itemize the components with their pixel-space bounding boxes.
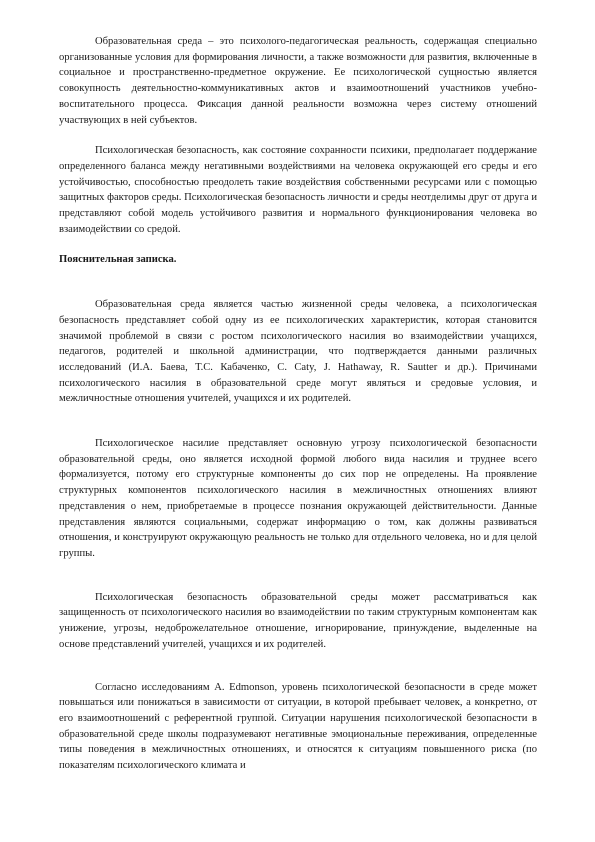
paragraph-body-2: Психологическое насилие представляет основную угрозу психологической безопасности образовательной среды, оно является исходной формой любого вида насилия и труднее всего формализуется, потому его структурные компоненты до сих пор не определены. На проявление структурных компонентов психологического насилия в межличностных отношениях влияют представления о нем, приобретаемые в процессе познания окружающей действительности. Данные представления являются социальными, содержат информацию о том, как должны развиваться отношения, и конструируют окружающую реальность не только для отдельного человека, но и для целой группы. (59, 438, 537, 559)
paragraph-educational-environment: Образовательная среда – это психолого-педагогическая реальность, содержащая специально организованные условия для формирования личности, а также возможности для развития, включенные в социальное и пространственно-предметное окружение. Ее психологической сущностью является совокупность деятельностно-коммуникативных актов и взаимоотношений участников учебно-воспитательного процесса. Фиксация данной реальности возможна через систему отношений участвующих в ней субъектов. (59, 36, 537, 126)
paragraph-body-1: Образовательная среда является частью жизненной среды человека, а психологическая безопасность представляет собой одну из ее психологических характеристик, которая становится значимой проблемой в связи с ростом психологического насилия во взаимодействии учащихся, педагогов, родителей и школьной администрации, что подтверждается данными различных исследований (И.А. Баева, Т.С. Кабаченко, С. Саty, J. Hathaway, R. Sautter и др.). Причинами психологического насилия в образовательной среде могут являться и средовые условия, и межличностные отношения учителей, учащихся и их родителей. (59, 299, 537, 405)
document-page (59, 34, 537, 774)
section-heading: Пояснительная записка. (59, 254, 177, 266)
paragraph-psychological-safety: Психологическая безопасность, как состояние сохранности психики, предполагает поддержание определенного баланса между негативными воздействиями на человека окружающей его среды и его устойчивостью, способностью преодолеть такие воздействия собственными ресурсами или с помощью защитных факторов среды. Психологическая безопасность личности и среды неотделимы друг от друга и представляют собой модель устойчивого развития и нормального функционирования человека во взаимодействии со средой. (59, 145, 537, 235)
paragraph-body-4: Согласно исследованиям А. Edmonson, уровень психологической безопасности в среде может повышаться или понижаться в зависимости от ситуации, в которой пребывает человек, а конкретно, от его взаимоотношений с референтной группой. Ситуации нарушения психологической безопасности в образовательной среде школы подразумевают негативные эмоциональные переживания, определенные типы поведения в межличностных отношениях, и относятся к ситуациям повышенного риска (по показателям психологического климата и (59, 681, 537, 772)
paragraph-body-3: Психологическая безопасность образовательной среды может рассматриваться как защищенность от психологического насилия во взаимодействии по таким структурным компонентам как унижение, угрозы, недоброжелательное отношение, игнорирование, принуждение, выделенные на основе представлений учителей, учащихся и их родителей. (59, 591, 537, 650)
